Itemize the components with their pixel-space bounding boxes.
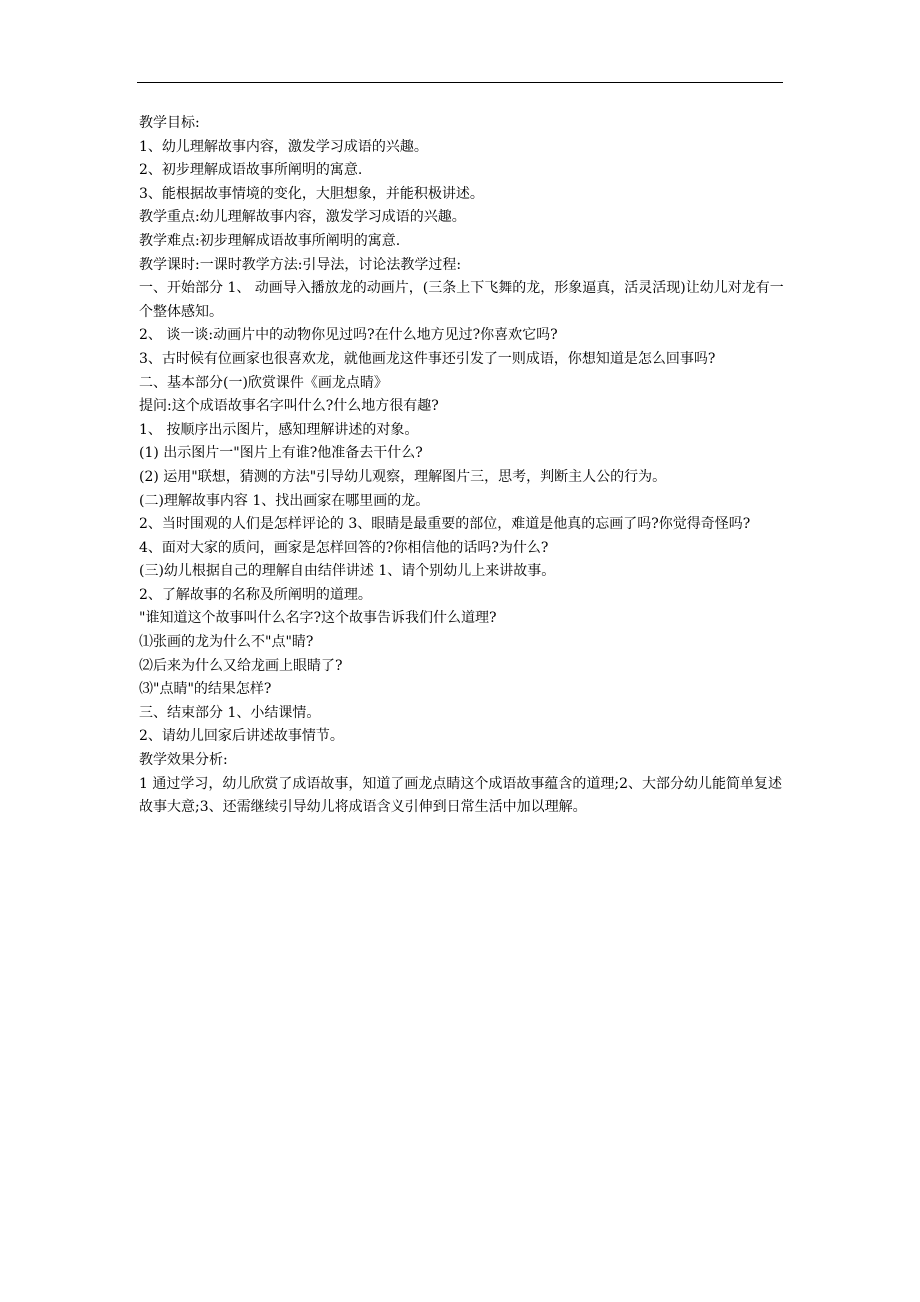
effect-analysis-body: 1 通过学习，幼儿欣赏了成语故事，知道了画龙点睛这个成语故事蕴含的道理;2、大部分幼儿能简单复述故事大意;3、还需继续引导幼儿将成语含义引伸到日常生活中加以理解。 [139,775,782,816]
understand-content: (二)理解故事内容 1、找出画家在哪里画的龙。 [139,492,430,509]
objective-3: 3、能根据故事情境的变化，大胆想象，并能积极讲述。 [139,185,484,202]
basic-part-heading: 二、基本部分(一)欣赏课件《画龙点睛》 [139,374,388,391]
objective-1: 1、幼儿理解故事内容，激发学习成语的兴趣。 [139,138,428,155]
closing-step-2: 2、请幼儿回家后讲述故事情节。 [139,728,344,745]
class-hours-methods: 教学课时:一课时教学方法:引导法，讨论法教学过程: [139,256,462,273]
basic-substep-2: (2) 运用"联想，猜测的方法"引导幼儿观察，理解图片三，思考，判断主人公的行为。 [139,468,667,485]
story-question-1: ⑴张画的龙为什么不"点"睛? [139,634,314,651]
objectives-heading: 教学目标: [139,115,200,131]
story-question: "谁知道这个故事叫什么名字?这个故事告诉我们什么道理? [139,610,497,627]
effect-analysis-heading: 教学效果分析: [139,752,228,769]
closing-part: 三、结束部分 1、小结课情。 [139,704,321,721]
retelling-step-2: 2、了解故事的名称及所阐明的道理。 [139,586,372,603]
header-rule [137,82,783,83]
opening-part: 一、开始部分 1、 动画导入播放龙的动画片，(三条上下飞舞的龙，形象逼真，活灵活现)让幼儿对龙有一个整体感知。 [139,280,784,320]
difficult-point: 教学难点:初步理解成语故事所阐明的寓意. [139,232,401,249]
story-question-2: ⑵后来为什么又给龙画上眼睛了? [139,657,343,674]
basic-substep-1: (1) 出示图片一"图片上有谁?他准备去干什么? [139,445,423,462]
question-prompt: 提问:这个成语故事名字叫什么?什么地方很有趣? [139,398,439,415]
key-point: 教学重点:幼儿理解故事内容，激发学习成语的兴趣。 [139,209,466,226]
understand-step-2-3: 2、当时围观的人们是怎样评论的 3、眼睛是最重要的部位，难道是他真的忘画了吗?你觉得奇怪吗? [139,516,751,533]
understand-step-4: 4、面对大家的质问，画家是怎样回答的?你相信他的话吗?为什么? [139,539,549,556]
basic-step-1: 1、 按顺序出示图片，感知理解讲述的对象。 [139,421,419,438]
story-question-3: ⑶"点睛"的结果怎样? [139,681,272,698]
retelling-part: (三)幼儿根据自己的理解自由结伴讲述 1、请个别幼儿上来讲故事。 [139,563,556,580]
objective-2: 2、初步理解成语故事所阐明的寓意. [139,162,363,179]
document-body [139,112,785,820]
opening-step-2: 2、 谈一谈:动画片中的动物你见过吗?在什么地方见过?你喜欢它吗? [139,327,558,344]
opening-step-3: 3、古时候有位画家也很喜欢龙，就他画龙这件事还引发了一则成语，你想知道是怎么回事吗? [139,350,716,367]
